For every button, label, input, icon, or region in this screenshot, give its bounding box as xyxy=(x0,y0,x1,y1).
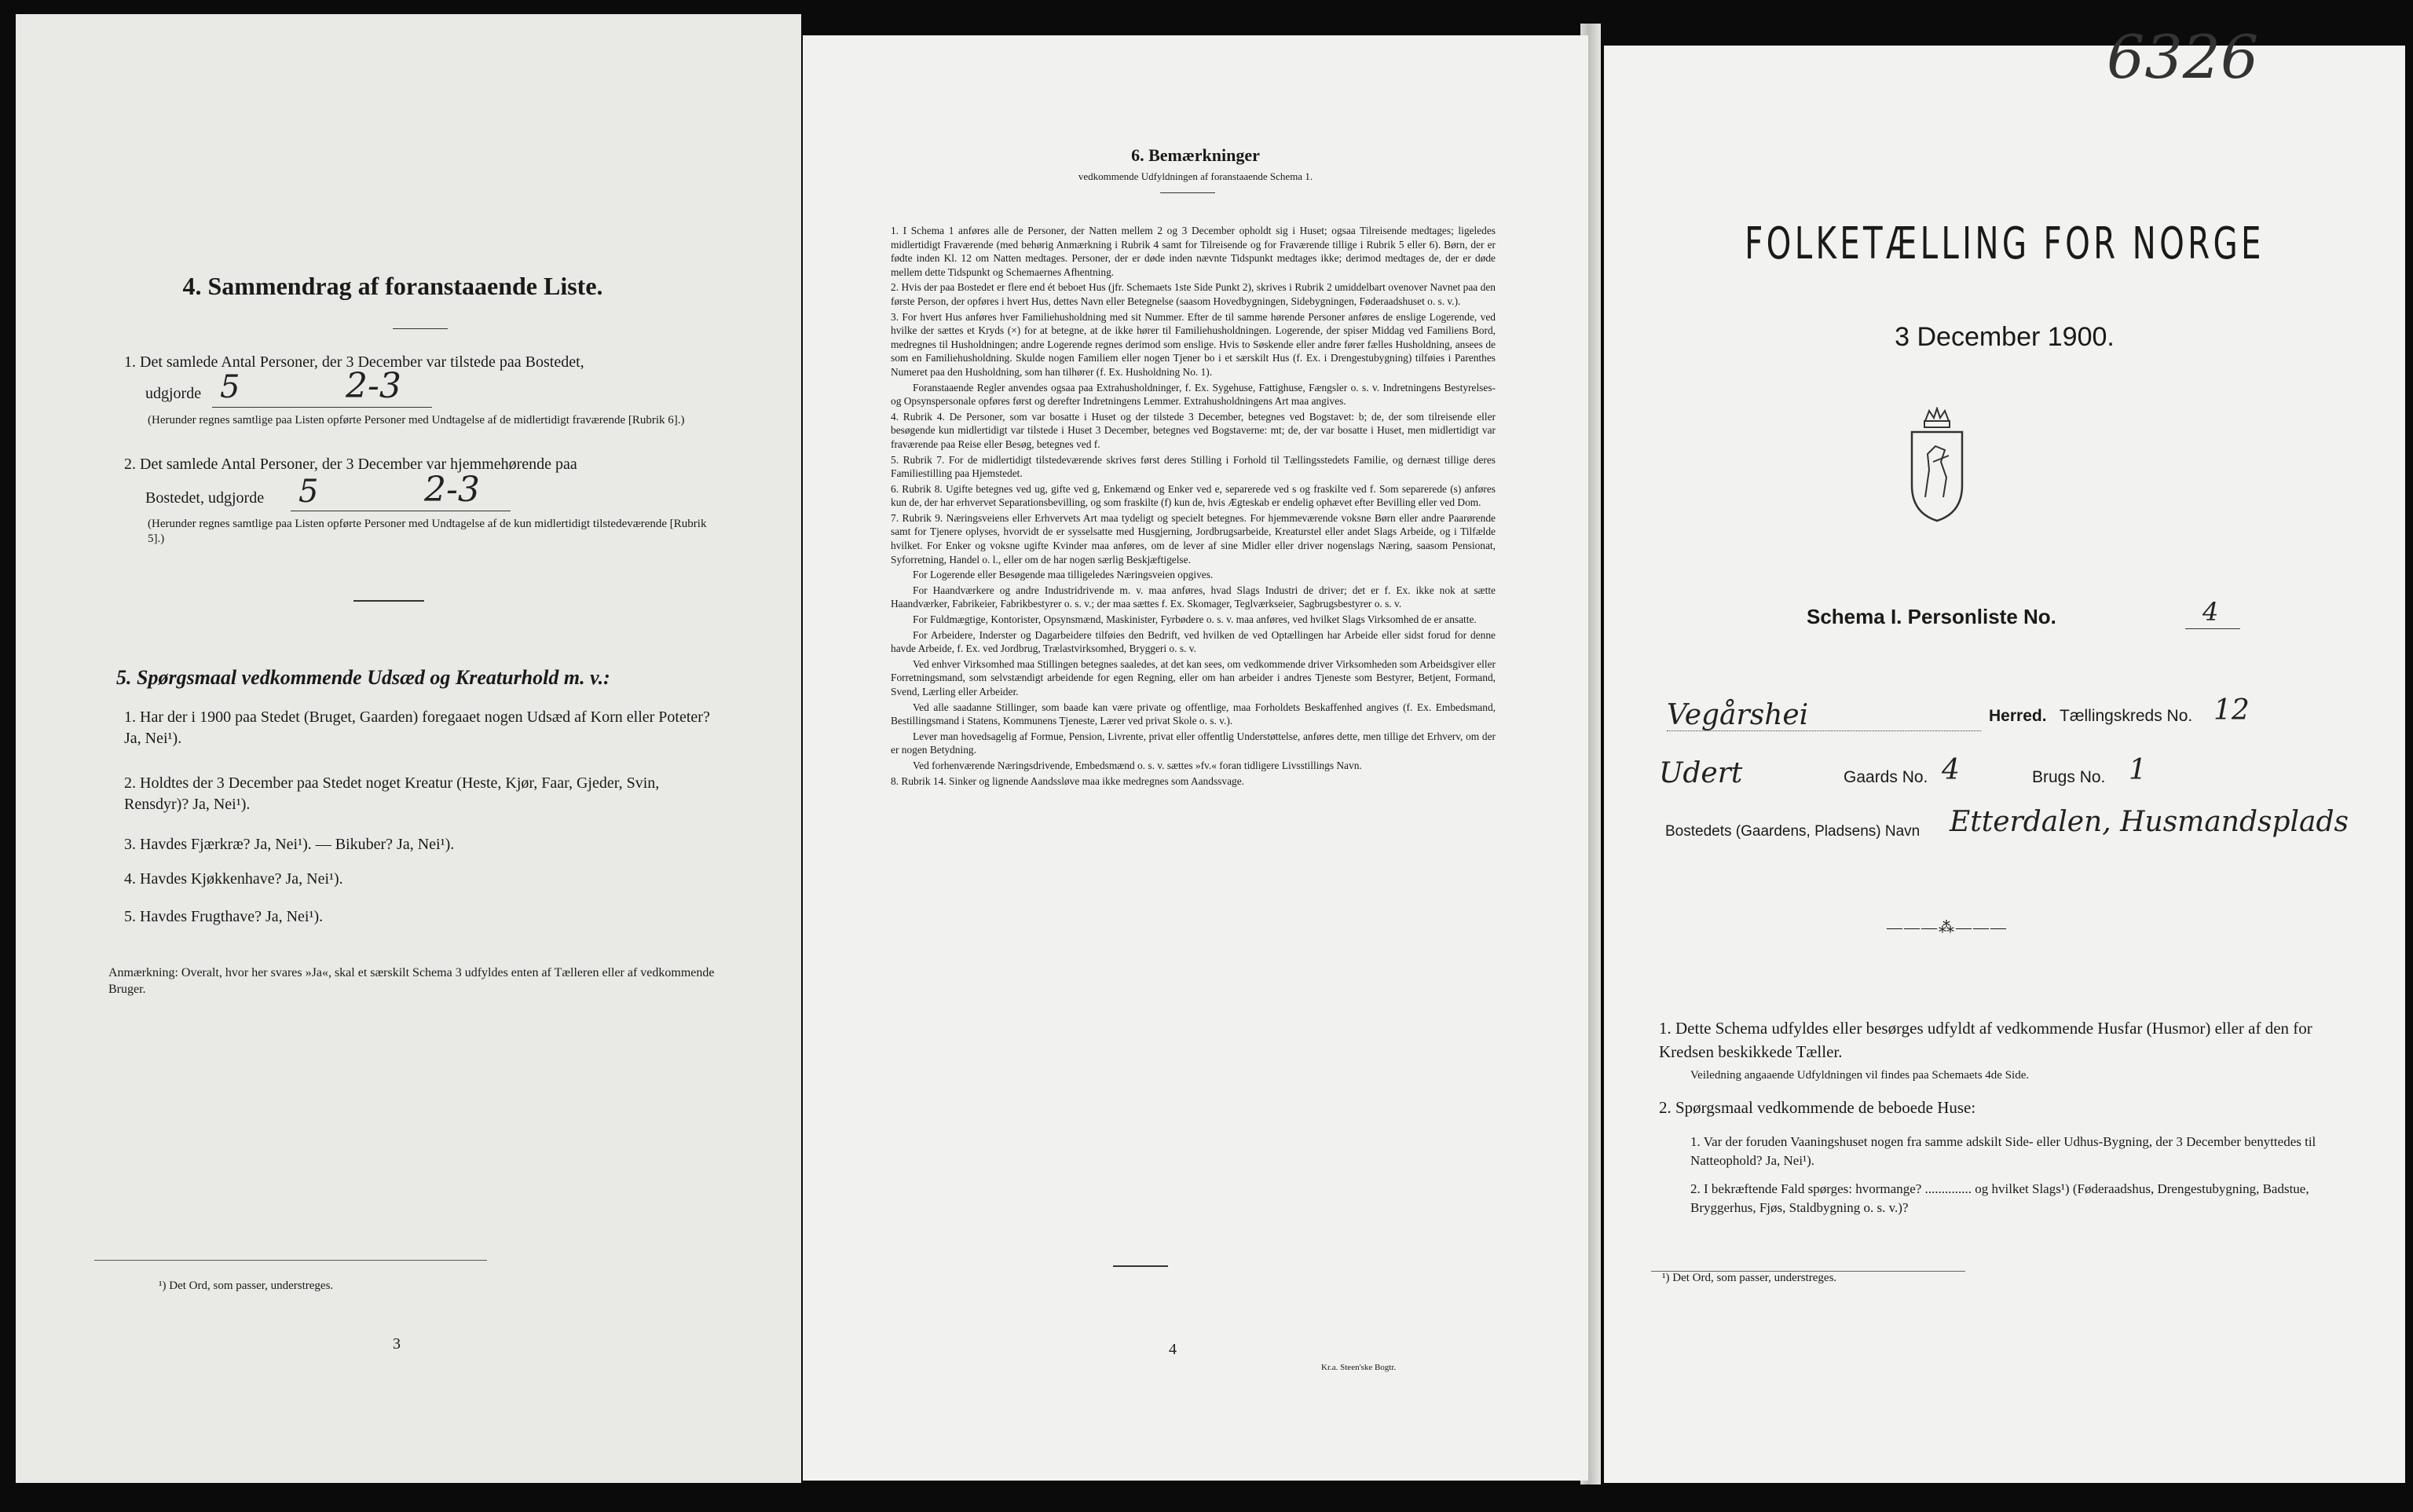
remarks-list xyxy=(891,224,1496,789)
gaard-label: Gaards No. xyxy=(1844,768,1928,786)
remark-item: For Logerende eller Besøgende maa tilligeledes Næringsveien opgives. xyxy=(913,569,1214,581)
middle-page xyxy=(803,35,1588,1481)
herred-name: Vegårshei xyxy=(1667,699,1809,731)
q1-handwritten-count: 5 xyxy=(220,369,240,405)
remark-item: 5. Rubrik 7. For de midlertidigt tilstedeværende skrives først deres Stilling i Forhold til Tællingsstedets Familie, og dernæst tillige deres Familiestilling paa Hjemstedet. xyxy=(891,453,1496,480)
fill-line xyxy=(2185,628,2240,629)
bosted-label: Bostedets (Gaardens, Pladsens) Navn xyxy=(1665,823,1921,840)
archive-number: 6326 xyxy=(2107,22,2259,92)
remark-item: 8. Rubrik 14. Sinker og lignende Aandssløve maa ikke medregnes som Aandssvage. xyxy=(891,774,1244,787)
q2-handwritten-count: 5 xyxy=(298,474,319,510)
s5-question-4: 4. Havdes Kjøkkenhave? Ja, Nei¹). xyxy=(124,870,343,888)
divider xyxy=(1160,192,1215,193)
kreds-label: Tællingskreds No. xyxy=(2060,707,2193,725)
page-number: 4 xyxy=(1169,1341,1177,1358)
personliste-number: 4 xyxy=(2202,597,2219,627)
instruction-2-1: 1. Var der foruden Vaaningshuset nogen fra samme adskilt Side- eller Udhus-Bygning, der 3 December benyttedes til Natteophold? Ja, Nei¹). xyxy=(1690,1134,2316,1168)
page-number: 3 xyxy=(393,1335,401,1353)
divider xyxy=(1113,1265,1168,1267)
s5-question-1: 1. Har der i 1900 paa Stedet (Bruget, Gaarden) foregaaet nogen Udsæd af Korn eller Poteter? Ja, Nei¹). xyxy=(124,708,710,747)
section-6-title: 6. Bemærkninger xyxy=(1131,145,1260,165)
fill-line xyxy=(1667,730,1981,732)
footnote-divider xyxy=(94,1260,487,1261)
remark-item: Foranstaaende Regler anvendes ogsaa paa Extrahusholdninger, f. Ex. Sygehuse, Fattighuse, Fængsler o. s. v. Indretningens Bestyrelses- og Opsynspersonale opføres først og derefter Indretningens Lemmer. Extrahusholdningens Art maa angives. xyxy=(891,381,1496,408)
gaard-number: 4 xyxy=(1942,754,1960,786)
q1-note: (Herunder regnes samtlige paa Listen opførte Personer med Undtagelse af de midlertidigt fraværende [Rubrik 6].) xyxy=(148,414,685,427)
divider xyxy=(353,600,424,602)
remark-item: Ved alle saadanne Stillinger, som baade kan være private og offentlige, maa Forholdets Beskaffenhed angives (f. Ex. Embedsmand, Bestillingsmand i Statens, Kommunens Tjeneste, Lærer ved privat Skole o. s. v.). xyxy=(891,701,1496,727)
remark-item: 6. Rubrik 8. Ugifte betegnes ved ug, gifte ved g, Enkemænd og Enker ved e, separerede ved s og fraskilte ved f. Som separerede (s) anføres kun de, der har erhvervet Separationsbevilling, og som fraskilte (f) kun de, hvis Ægteskab er endelig ophævet efter Bevilling eller ved Dom. xyxy=(891,482,1496,509)
remark-item: For Arbeidere, Inderster og Dagarbeidere tilføies den Bedrift, ved hvilken de ved Optællingen har Arbeide eller sidst forud for denne havde Arbeide, f. Ex. ved Jordbrug, Trælastvirksomhed, Bryggeri o. s. v. xyxy=(891,628,1496,655)
q1-handwritten-count-2: 2-3 xyxy=(346,366,401,406)
divider xyxy=(393,328,448,329)
annotation-note: Anmærkning: Overalt, hvor her svares »Ja«, skal et særskilt Schema 3 udfyldes enten af Tælleren eller af vedkommende Bruger. xyxy=(108,966,715,996)
remark-item: 1. I Schema 1 anføres alle de Personer, der Natten mellem 2 og 3 December opholdt sig i Huset; ogsaa Tilreisende medtages; ligeledes midlertidigt Fraværende (med behørig Anmærkning i Rubrik 4 samt for Tilreisende og for Fraværende tillige i Rubrik 5 eller 6). Børn, der er fødte inden Kl. 12 om Natten medtages. Personer, der er døde inden nævnte Tidspunkt medtages ikke; derimod medtages de, der er døde mellem dette Tidspunkt og Schemaernes Afhentning. xyxy=(891,225,1496,278)
fill-line xyxy=(212,407,432,408)
gaard-name: Udert xyxy=(1659,757,1743,789)
s5-question-3: 3. Havdes Fjærkræ? Ja, Nei¹). — Bikuber? Ja, Nei¹). xyxy=(124,836,455,853)
instruction-1-sub: Veiledning angaaende Udfyldningen vil findes paa Schemaets 4de Side. xyxy=(1690,1069,2030,1082)
question-1-line1: 1. Det samlede Antal Personer, der 3 December var tilstede paa Bostedet, xyxy=(124,353,584,371)
section-5-title: 5. Spørgsmaal vedkommende Udsæd og Kreaturhold m. v.: xyxy=(116,666,610,689)
ornament-divider-icon: ―――⁂――― xyxy=(1887,919,2008,936)
section-4-title: 4. Sammendrag af foranstaaende Liste. xyxy=(182,272,603,300)
remark-item: Ved forhenværende Næringsdrivende, Embedsmænd o. s. v. sættes »fv.« foran tidligere Livsstillings Navn. xyxy=(913,759,1362,771)
question-1-line2: udgjorde xyxy=(145,385,202,402)
q2-handwritten-count-2: 2-3 xyxy=(424,470,480,510)
brugs-number: 1 xyxy=(2129,754,2147,786)
footnote: ¹) Det Ord, som passer, understreges. xyxy=(159,1280,334,1292)
remark-item: For Fuldmægtige, Kontorister, Opsynsmænd, Maskinister, Fyrbødere o. s. v. maa anføres, ved hvilket Slags Virksomhed de er ansatte. xyxy=(913,613,1477,626)
s5-question-5: 5. Havdes Frugthave? Ja, Nei¹). xyxy=(124,908,324,925)
instruction-1: 1. Dette Schema udfyldes eller besørges udfyldt af vedkommende Husfar (Husmor) eller af den for Kredsen beskikkede Tæller. xyxy=(1659,1019,2312,1061)
schema-label: Schema I. Personliste No. xyxy=(1807,605,2056,628)
coat-of-arms-icon xyxy=(1906,407,1968,525)
remark-item: 7. Rubrik 9. Næringsveiens eller Erhvervets Art maa tydeligt og specielt betegnes. For hjemmeværende voksne Børn eller andre Paarørende samt for Tjenere oplyses, hvorvidt de er sysselsatte med Husgjerning, Jordbrugsarbeide, Kreaturstel eller andet Slags Arbeide, og i Tilfælde hvilket. For Enker og voksne ugifte Kvinder maa anføres, om de lever af sine Midler eller driver nogenslags Næring, saasom Pensionat, Syforretning, Handel o. l., eller om de har nogen særlig Beskjæftigelse. xyxy=(891,511,1496,566)
question-2-line1: 2. Det samlede Antal Personer, der 3 December var hjemmehørende paa xyxy=(124,456,577,473)
instruction-2: 2. Spørgsmaal vedkommende de beboede Huse: xyxy=(1659,1098,1976,1117)
printer-credit: Kr.a. Steen'ske Bogtr. xyxy=(1321,1363,1397,1372)
right-page xyxy=(1604,22,2405,1483)
question-2-line2: Bostedet, udgjorde xyxy=(145,489,265,507)
left-page xyxy=(16,14,801,1483)
kreds-number: 12 xyxy=(2213,694,2250,727)
remark-item: Ved enhver Virksomhed maa Stillingen betegnes saaledes, at det kan sees, om vedkommende driver Virksomheden som Arbeidsgiver eller Forretningsmand, som selvstændigt arbeidende for egen Regning, eller om han arbeider i andres Tjeneste som Bestyrer, Betjent, Formand, Svend, Lærling eller Arbeider. xyxy=(891,657,1496,697)
s5-question-2: 2. Holdtes der 3 December paa Stedet noget Kreatur (Heste, Kjør, Faar, Gjeder, Svin, Rensdyr)? Ja, Nei¹). xyxy=(124,774,660,813)
instruction-2-2: 2. I bekræftende Fald spørges: hvormange? .............. og hvilket Slags¹) (Føderaadshus, Drengestubygning, Badstue, Bryggerhus, Fjøs, Staldbygning o. s. v.)? xyxy=(1690,1181,2309,1215)
census-date: 3 December 1900. xyxy=(1895,322,2115,352)
herred-label: Herred. xyxy=(1989,707,2047,725)
brugs-label: Brugs No. xyxy=(2032,768,2106,786)
footnote: ¹) Det Ord, som passer, understreges. xyxy=(1662,1272,1837,1284)
remark-item: Lever man hovedsagelig af Formue, Pension, Livrente, privat eller offentlig Understøttelse, anføres dette, men tillige det Erhverv, om der er nogen Betydning. xyxy=(891,730,1496,756)
remark-item: 3. For hvert Hus anføres hver Familiehusholdning med sit Nummer. Efter de til samme hørende Personer anføres de enslige Logerende, ved hvilke der sættes et Kryds (×) for at betegne, at de ikke hører til Familiehusholdningen. Logerende, der spiser Middag ved Familiens Bord, medregnes til Husholdningen; andre Logerende regnes derimod som enslige. Hvis to Søskende eller andre fører fælles Husholdning, ansees de som en Familiehusholdning. Skulde nogen Familiem eller nogen Tjener bo i et særskilt Hus (f. Ex. i Drengestubygning) tilføies i Parenthes Numeret paa den Husholdning, som han tilhører (f. Ex. Husholdning No. 1). xyxy=(891,310,1496,378)
q2-note: (Herunder regnes samtlige paa Listen opførte Personer med Undtagelse af de kun midlertidigt tilstedeværende [Rubrik 5].) xyxy=(148,518,707,545)
remark-item: For Haandværkere og andre Industridrivende m. v. maa anføres, hvad Slags Industri de driver; det er f. Ex. ikke nok at sætte Haandværker, Fabrikeier, Fabrikbestyrer o. s. v.; der maa sættes f. Ex. Skomager, Teglværkseier, Sagbrugsbestyrer o. s. v. xyxy=(891,584,1496,610)
document-title: FOLKETÆLLING FOR NORGE xyxy=(1745,218,2265,269)
remark-item: 4. Rubrik 4. De Personer, som var bosatte i Huset og der tilstede 3 December, betegnes ved Bogstavet: b; de, der som tilreisende eller besøgende kun midlertidigt var tilstede i Huset 3 December, betegnes ved Bogstaverne: mt; de, der var bosatte i Huset, men midlertidigt var fraværende paa Reise eller Besøg, betegnes ved f. xyxy=(891,410,1496,450)
bosted-name: Etterdalen, Husmandsplads xyxy=(1950,806,2349,838)
remark-item: 2. Hvis der paa Bostedet er flere end ét beboet Hus (jfr. Schemaets 1ste Side Punkt 2), skrives i Rubrik 2 umiddelbart ovenover Navnet paa den første Person, der opføres i hvert Hus, dettes Navn eller Betegnelse (saasom Hovedbygningen, Sidebygningen, Føderaadshuset o. s. v.). xyxy=(891,281,1496,307)
section-6-subtitle: vedkommende Udfyldningen af foranstaaende Schema 1. xyxy=(1078,170,1313,182)
